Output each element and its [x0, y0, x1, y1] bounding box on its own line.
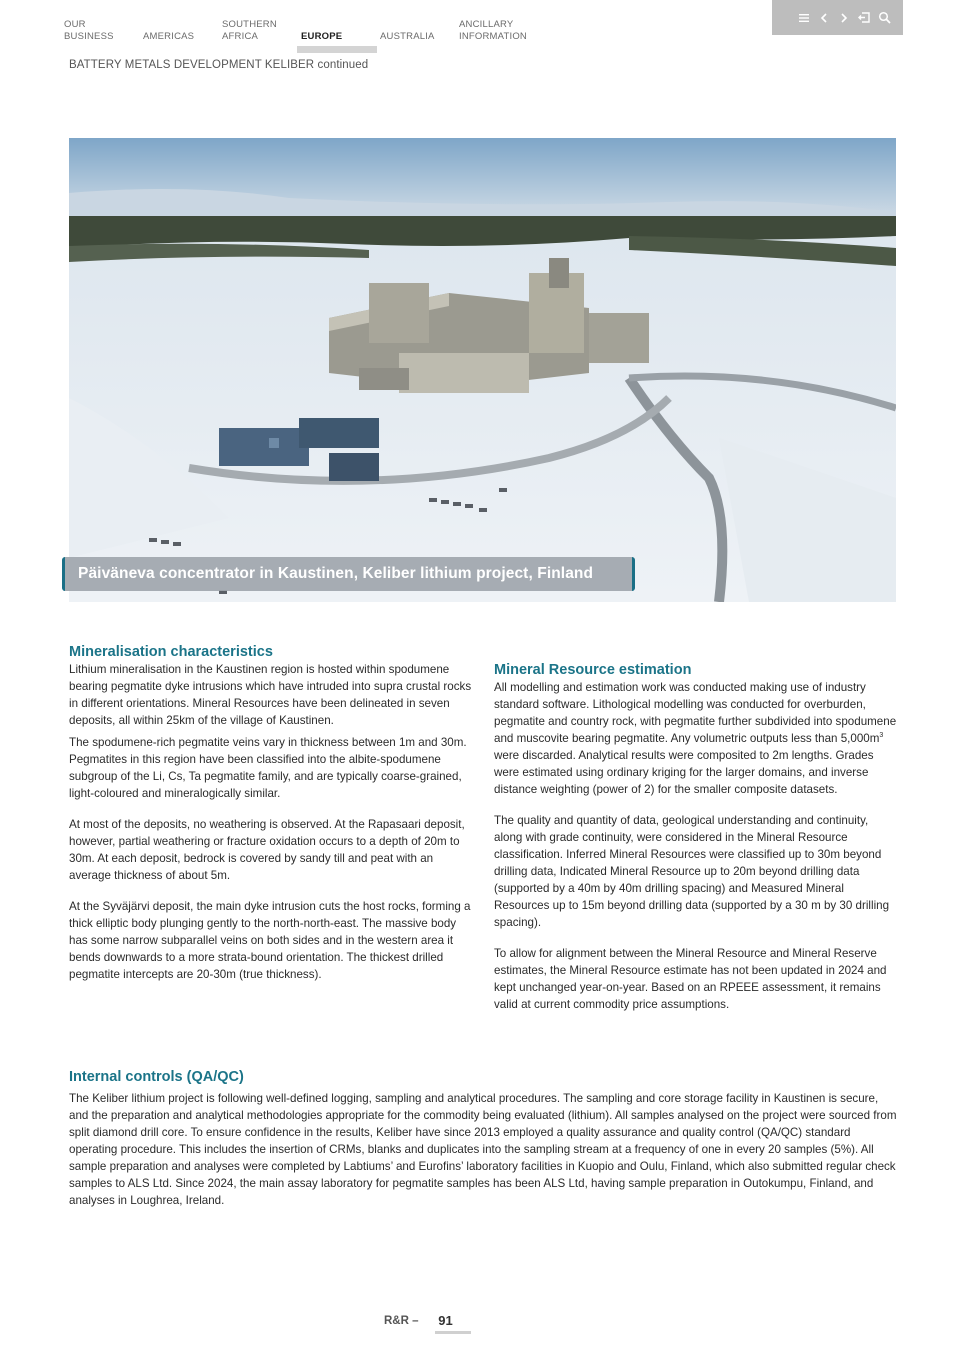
internal-controls-section	[69, 1068, 899, 1209]
nav-item-our-business[interactable]: OUR BUSINESS	[64, 19, 114, 42]
nav-item-southern-africa[interactable]: SOUTHERN AFRICA	[222, 19, 277, 42]
return-icon[interactable]	[857, 11, 871, 25]
mineralisation-heading: Mineralisation characteristics	[69, 644, 273, 660]
mineralisation-section	[69, 643, 474, 997]
nav-item-australia[interactable]: AUSTRALIA	[380, 31, 435, 42]
active-tab-indicator	[297, 46, 377, 53]
breadcrumb: BATTERY METALS DEVELOPMENT KELIBER continued	[69, 59, 369, 71]
resource-paragraph: All modelling and estimation work was conducted making use of industry standard software. Lithological modelling was conducted for overburden, pegmatite and country rock, with pegmatite further subdivided into spodumene and muscovite bearing pegmatite. Any volumetric outputs less than $5,000m^3$ were discarded. Analytical results were composited to 2m lengths. Grades were estimated using ordinary kriging for the larger domains, and inverse distance weighting (power of 2) for the smaller composite datasets.	[494, 681, 897, 796]
resource-estimation-heading: Mineral Resource estimation	[494, 662, 692, 678]
toolbar	[772, 0, 903, 35]
page-number: 91	[438, 1313, 453, 1328]
mineralisation-paragraph: At most of the deposits, no weathering is observed. At the Rapasaari deposit, however, partial weathering or fracture oxidation occurs to a depth of 20m to 30m. At each deposit, bedrock is covered by sandy till and peat with an average thickness of about 5m.	[69, 818, 465, 882]
page-number-underline	[435, 1331, 471, 1334]
search-icon[interactable]	[877, 11, 891, 25]
top-navigation	[64, 19, 584, 55]
nav-item-europe[interactable]: EUROPE	[301, 31, 343, 42]
resource-paragraph: To allow for alignment between the Mineral Resource and Mineral Reserve estimates, the Mineral Resource estimate has not been updated in 2024 and kept unchanged year-on-year. Based on an RPEEE assessment, it remains valid at current commodity price assumptions.	[494, 947, 887, 1011]
chevron-left-icon[interactable]	[817, 11, 831, 25]
footer-label: R&R –	[384, 1314, 419, 1327]
mineralisation-paragraph: The spodumene-rich pegmatite veins vary in thickness between 1m and 30m. Pegmatites in this region have been classified into the albite-spodumene subgroup of the Li, Cs, Ta pegmatite family, and are typically coarse-grained, light-coloured and mineralogically similar.	[69, 736, 467, 800]
concentrator-aerial-photo	[69, 138, 896, 602]
photo-caption: Päiväneva concentrator in Kaustinen, Keliber lithium project, Finland	[62, 557, 635, 591]
resource-paragraph: The quality and quantity of data, geological understanding and continuity, along with grade continuity, were considered in the Mineral Resource classification. Inferred Mineral Resources were classified up to 30m beyond drilling data, Indicated Mineral Resource up to 20m beyond drilling data (supported by a 40m by 40m drilling spacing) and Measured Mineral Resources up to 15m beyond drilling data (supported by a 30 m by 30 drilling spacing).	[494, 814, 890, 929]
mineralisation-paragraph: At the Syväjärvi deposit, the main dyke intrusion cuts the host rocks, forming a thick elliptic body plunging gently to the north-north-east. The massive body has some narrow subparallel veins on both sides and in the western area it bends downwards to a more strata-bound orientation. The thickest drilled pegmatite intercepts are 20-30m (true thickness).	[69, 900, 471, 981]
nav-item-ancillary-information[interactable]: ANCILLARY INFORMATION	[459, 19, 527, 42]
resource-estimation-section	[494, 661, 899, 1027]
page-footer	[384, 1313, 463, 1328]
menu-icon[interactable]	[797, 11, 811, 25]
internal-controls-paragraph: The Keliber lithium project is following well-defined logging, sampling and analytical procedures. The sampling and core storage facility in Kaustinen is secure, and the preparation and analytical methodologies appropriate for the commodity being evaluated (lithium). All samples analysed on the project were sourced from split diamond drill core. To ensure confidence in the results, Keliber have since 2013 employed a quality assurance and quality control (QA/QC) standard operating procedure. This includes the insertion of CRMs, blanks and duplicates into the sampling stream at a frequency of one in every 20 samples (5%). All sample preparation and analyses were completed by Labtiums’ and Eurofins’ laboratory facilities in Kuopio and Oulu, Finland, which also submitted regular check samples to ALS Ltd. Since 2024, the main assay laboratory for pegmatite samples has been ALS Ltd, having sample preparation in Outokumpu, Finland, and analyses in Loughrea, Ireland.	[69, 1092, 897, 1207]
internal-controls-heading: Internal controls (QA/QC)	[69, 1069, 244, 1085]
mineralisation-paragraph: Lithium mineralisation in the Kaustinen region is hosted within spodumene bearing pegmatite dyke intrusions which have intruded into supra crustal rocks in different orientations. Mineral Resources have been delineated in seven deposits, all within 25km of the village of Kaustinen.	[69, 663, 472, 727]
chevron-right-icon[interactable]	[837, 11, 851, 25]
nav-item-americas[interactable]: AMERICAS	[143, 31, 195, 42]
